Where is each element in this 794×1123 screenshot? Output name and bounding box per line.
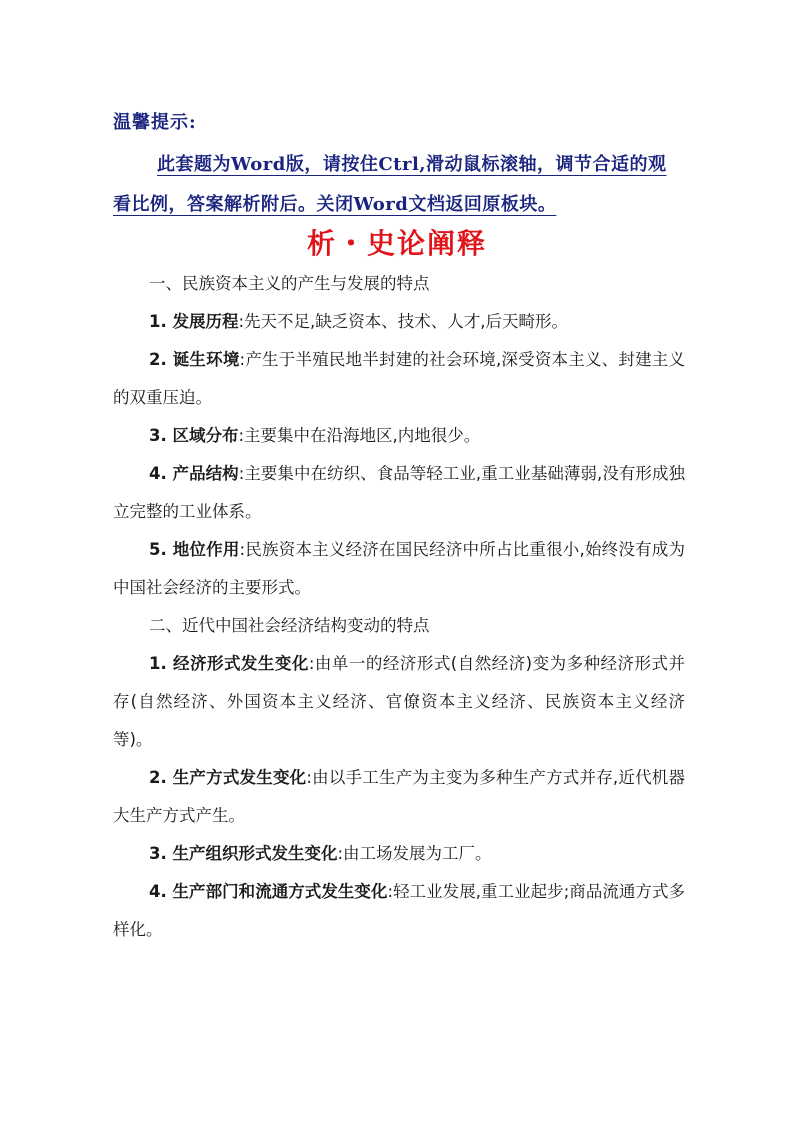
item-term: 4. 生产部门和流通方式发生变化: [149, 882, 388, 901]
item-term: 5. 地位作用: [149, 540, 240, 559]
item-text: :主要集中在沿海地区,内地很少。: [238, 426, 481, 445]
item-text: :产生于半殖民地半封建的社会环境,深受资本主义、封建主义的双重压迫。: [113, 350, 685, 407]
item-text: :民族资本主义经济在国民经济中所占比重很小,始终没有成为中国社会经济的主要形式。: [113, 540, 685, 597]
item-text: :由以手工生产为主变为多种生产方式并存,近代机器大生产方式产生。: [113, 768, 685, 825]
part1-item: [113, 303, 685, 341]
item-term: 1. 经济形式发生变化: [149, 654, 309, 673]
item-term: 2. 生产方式发生变化: [149, 768, 307, 787]
part2-item: [113, 873, 685, 949]
item-term: 2. 诞生环境: [149, 350, 240, 369]
item-text: :由工场发展为工厂。: [337, 844, 492, 863]
part2-item: [113, 645, 685, 759]
part2-item: [113, 835, 685, 873]
item-text: :先天不足,缺乏资本、技术、人才,后天畸形。: [238, 312, 569, 331]
item-term: 4. 产品结构: [149, 464, 239, 483]
part1-item: [113, 417, 685, 455]
part1-heading: 一、民族资本主义的产生与发展的特点: [149, 274, 430, 293]
content-body: [113, 265, 685, 949]
tip-title: 温馨提示:: [113, 112, 197, 133]
item-text: :由单一的经济形式(自然经济)变为多种经济形式并存(自然经济、外国资本主义经济、官僚资本主义经济、民族资本主义经济等)。: [113, 654, 685, 749]
part1-item: [113, 341, 685, 417]
part2-item: [113, 759, 685, 835]
item-text: :主要集中在纺织、食品等轻工业,重工业基础薄弱,没有形成独立完整的工业体系。: [113, 464, 685, 521]
part2-heading: 二、近代中国社会经济结构变动的特点: [149, 616, 430, 635]
item-term: 3. 区域分布: [149, 426, 239, 445]
item-text: :轻工业发展,重工业起步;商品流通方式多样化。: [113, 882, 685, 939]
part1-item: [113, 455, 685, 531]
item-term: 1. 发展历程: [149, 312, 239, 331]
section-title: 析・史论阐释: [306, 227, 487, 260]
tip-body: 此套题为Word版，请按住Ctrl,滑动鼠标滚轴，调节合适的观看比例，答案解析附后。关闭Word文档返回原板块。: [113, 154, 667, 215]
item-term: 3. 生产组织形式发生变化: [149, 844, 338, 863]
part1-item: [113, 531, 685, 607]
